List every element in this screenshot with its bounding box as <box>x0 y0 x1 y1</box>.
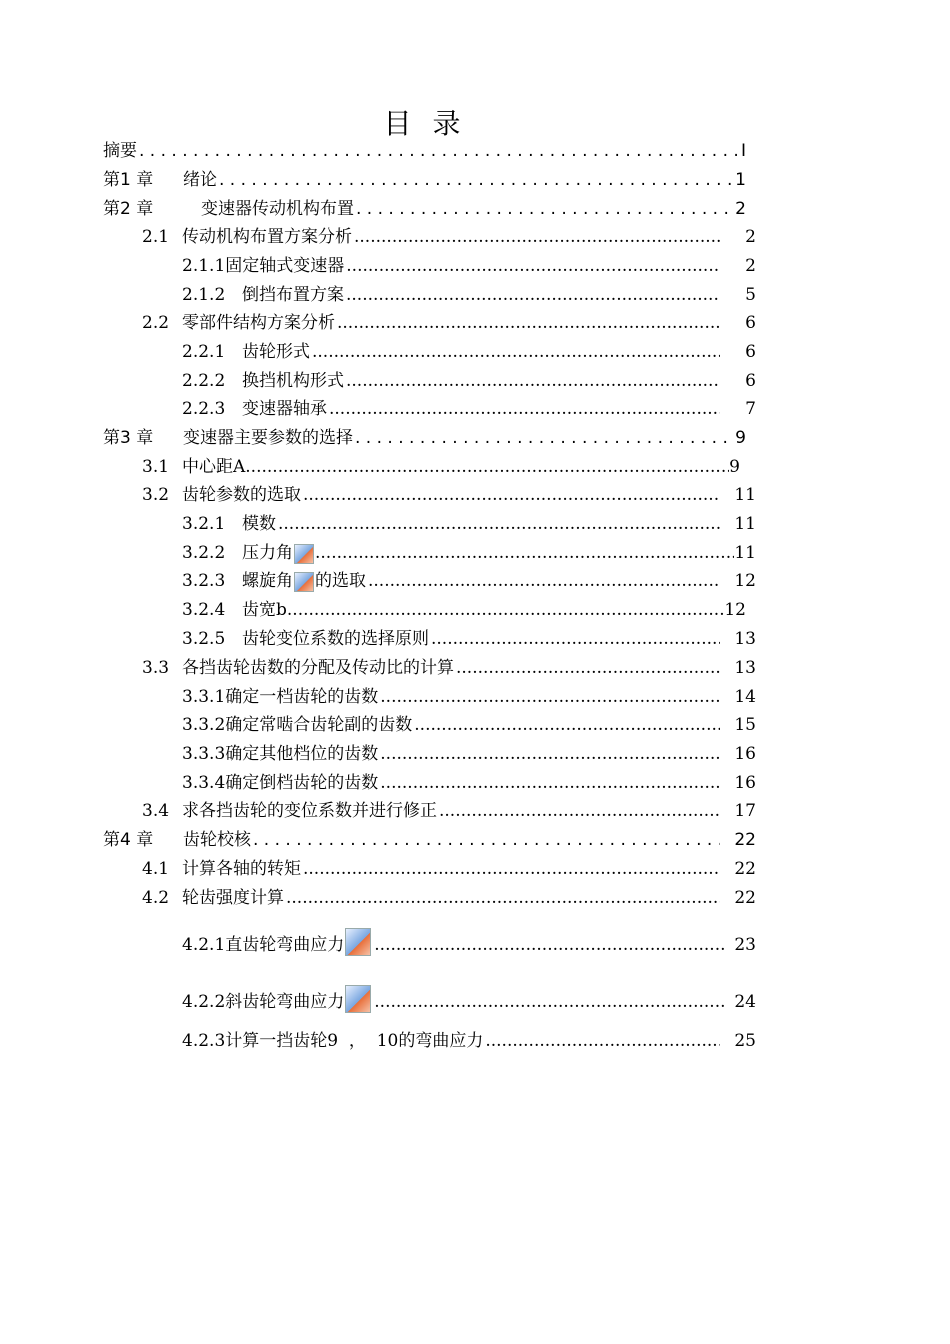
toc-entry-text: 各挡齿轮齿数的分配及传动比的计算 <box>182 658 454 678</box>
toc-page-number: 11 <box>734 543 756 563</box>
formula-image-icon <box>345 985 371 1013</box>
toc-entry-section[interactable] <box>142 456 740 478</box>
toc-entry-text: 确定常啮合齿轮副的齿数 <box>225 715 413 735</box>
toc-leader <box>303 858 720 880</box>
toc-page-number: 11 <box>734 485 756 505</box>
toc-entry-text: 模数 <box>242 514 276 534</box>
toc-leader <box>354 226 720 248</box>
toc-leader <box>346 284 720 306</box>
toc-entry-number: 2.2.1 <box>182 342 226 362</box>
toc-entry-subsection[interactable] <box>182 284 756 306</box>
toc-entry-text: 齿轮形式 <box>242 342 310 362</box>
toc-page-number: 12 <box>734 571 756 591</box>
toc-entry-number: 4.2.1 <box>182 935 226 955</box>
toc-entry-subsection[interactable] <box>182 570 756 592</box>
toc-page-number: 7 <box>745 399 756 419</box>
toc-entry-text: 齿宽b <box>242 600 287 620</box>
toc-page-number: 2 <box>745 256 756 276</box>
toc-entry-section[interactable] <box>142 800 756 822</box>
toc-leader <box>485 1030 720 1052</box>
toc-entry-text: 换挡机构形式 <box>242 371 344 391</box>
toc-entry-subsection[interactable] <box>182 398 756 420</box>
toc-entry-chapter-4[interactable] <box>103 829 756 851</box>
toc-entry-number: 3.2.3 <box>182 571 226 591</box>
toc-page-number: 2 <box>735 199 746 219</box>
toc-page-number: 12 <box>724 600 746 620</box>
toc-entry-text: 齿轮参数的选取 <box>182 485 301 505</box>
toc-page-number: 14 <box>734 687 756 707</box>
toc-entry-subsection[interactable] <box>182 1030 756 1052</box>
toc-entry-subsection[interactable] <box>182 370 756 392</box>
toc-entry-number: 3.2 <box>142 485 170 505</box>
toc-page-number: 22 <box>734 888 756 908</box>
toc-leader <box>380 743 720 765</box>
toc-entry-subsection[interactable] <box>182 255 756 277</box>
toc-page-number: 13 <box>734 629 756 649</box>
toc-entry-number: 第3 章 <box>103 428 154 448</box>
toc-entry-number: 3.2.1 <box>182 514 226 534</box>
toc-leader <box>380 686 720 708</box>
toc-entry-subsection[interactable] <box>182 513 756 535</box>
toc-leader <box>286 887 720 909</box>
toc-leader <box>414 714 720 736</box>
toc-page-number: I <box>740 141 746 161</box>
toc-page-number: 23 <box>734 935 756 955</box>
toc-entry-text: 斜齿轮弯曲应力 <box>225 992 345 1012</box>
toc-entry-text: 压力角 <box>242 543 293 563</box>
toc-entry-subsection[interactable] <box>182 686 756 708</box>
toc-page-number: 24 <box>734 992 756 1012</box>
toc-entry-text: 变速器轴承 <box>242 399 327 419</box>
toc-leader <box>356 198 733 220</box>
toc-page-number: 9 <box>735 428 746 448</box>
toc-entry-number: 4.2.3 <box>182 1031 226 1051</box>
toc-leader <box>278 513 720 535</box>
toc-entry-number: 3.2.4 <box>182 600 226 620</box>
toc-page-number: 5 <box>745 285 756 305</box>
toc-entry-text: 绪论 <box>183 170 217 190</box>
toc-entry-number: 第2 章 <box>103 199 154 219</box>
formula-image-icon <box>294 572 314 592</box>
toc-page-number: 15 <box>734 715 756 735</box>
toc-entry-text: 零部件结构方案分析 <box>182 313 335 333</box>
toc-entry-section[interactable] <box>142 858 756 880</box>
toc-page-number: 13 <box>734 658 756 678</box>
toc-entry-text: 求各挡齿轮的变位系数并进行修正 <box>182 801 437 821</box>
toc-entry-section[interactable] <box>142 312 756 334</box>
toc-entry-text: 轮齿强度计算 <box>182 888 284 908</box>
toc-entry-number: 4.2.2 <box>182 992 226 1012</box>
toc-page-number: 25 <box>734 1031 756 1051</box>
toc-entry-number: 3.2.2 <box>182 543 226 563</box>
toc-page-number: 22 <box>734 859 756 879</box>
toc-entry-number: 2.2.3 <box>182 399 226 419</box>
toc-entry-text: 齿轮校核 <box>183 830 251 850</box>
toc-entry-text: 摘要 <box>103 141 137 161</box>
toc-page-number: 16 <box>734 744 756 764</box>
toc-page-number: 11 <box>734 514 756 534</box>
toc-entry-subsection[interactable] <box>182 628 756 650</box>
toc-entry-abstract[interactable] <box>103 140 746 162</box>
toc-leader <box>312 341 720 363</box>
toc-entry-subsection[interactable] <box>182 743 756 765</box>
toc-leader <box>287 599 724 621</box>
toc-entry-subsection[interactable] <box>182 922 756 956</box>
toc-leader <box>346 370 720 392</box>
toc-entry-subsection[interactable] <box>182 772 756 794</box>
toc-entry-text: 确定其他档位的齿数 <box>225 744 379 764</box>
toc-entry-chapter-3[interactable] <box>103 427 746 449</box>
toc-entry-number: 3.3.4 <box>182 773 226 793</box>
toc-entry-text: 固定轴式变速器 <box>225 256 345 276</box>
toc-entry-subsection[interactable] <box>182 979 756 1013</box>
toc-entry-number: 2.1 <box>142 227 170 247</box>
toc-page-number: 1 <box>735 170 746 190</box>
toc-entry-number: 2.2.2 <box>182 371 226 391</box>
toc-leader <box>374 991 724 1013</box>
toc-leader <box>346 255 720 277</box>
toc-leader <box>253 829 720 851</box>
toc-leader <box>456 657 720 679</box>
toc-entry-text: 变速器主要参数的选择 <box>183 428 353 448</box>
formula-image-icon <box>345 928 371 956</box>
toc-entry-subsection[interactable] <box>182 714 756 736</box>
toc-entry-number: 3.2.5 <box>182 629 226 649</box>
toc-leader <box>439 800 720 822</box>
toc-entry-chapter-2[interactable] <box>103 198 746 220</box>
toc-entry-text: 确定倒档齿轮的齿数 <box>225 773 379 793</box>
toc-entry-number: 2.1.2 <box>182 285 226 305</box>
toc-entry-number: 2.2 <box>142 313 170 333</box>
toc-entry-number: 3.4 <box>142 801 170 821</box>
toc-page-number: 9 <box>729 457 740 477</box>
toc-page-number: 6 <box>745 371 756 391</box>
toc-entry-text: 传动机构布置方案分析 <box>182 227 352 247</box>
toc-page-number: 16 <box>734 773 756 793</box>
toc-entry-section[interactable] <box>142 484 756 506</box>
toc-entry-number: 3.3.3 <box>182 744 226 764</box>
toc-entry-number: 4.1 <box>142 859 170 879</box>
toc-entry-text: 直齿轮弯曲应力 <box>225 935 345 955</box>
toc-entry-text: 计算一挡齿轮9 ， 10的弯曲应力 <box>225 1031 484 1051</box>
toc-entry-text: 确定一档齿轮的齿数 <box>225 687 379 707</box>
toc-page-number: 17 <box>734 801 756 821</box>
toc-entry-number: 3.3.1 <box>182 687 226 707</box>
toc-leader <box>374 934 724 956</box>
toc-page-number: 2 <box>745 227 756 247</box>
toc-page-number: 6 <box>745 313 756 333</box>
toc-entry-subsection[interactable] <box>182 599 746 621</box>
toc-entry-text: 齿轮变位系数的选择原则 <box>242 629 429 649</box>
toc-leader <box>219 169 733 191</box>
toc-entry-number: 2.1.1 <box>182 256 226 276</box>
toc-leader <box>337 312 720 334</box>
toc-entry-number: 第4 章 <box>103 830 154 850</box>
toc-entry-text: 中心距A <box>182 457 246 477</box>
toc-leader <box>380 772 720 794</box>
toc-entry-number: 3.3 <box>142 658 170 678</box>
toc-entry-subsection[interactable] <box>182 542 756 564</box>
toc-entry-number: 4.2 <box>142 888 170 908</box>
toc-title: 目 录 <box>383 107 467 140</box>
toc-leader <box>329 398 720 420</box>
formula-image-icon <box>294 544 314 564</box>
toc-entry-text: 计算各轴的转矩 <box>182 859 301 879</box>
toc-page-number: 6 <box>745 342 756 362</box>
toc-entry-text: 变速器传动机构布置 <box>201 199 354 219</box>
toc-entry-chapter-1[interactable] <box>103 169 746 191</box>
toc-entry-section[interactable] <box>142 226 756 248</box>
toc-leader <box>431 628 720 650</box>
toc-leader <box>139 140 739 162</box>
toc-entry-section[interactable] <box>142 887 756 909</box>
toc-leader <box>315 542 734 564</box>
toc-entry-text: 倒挡布置方案 <box>242 285 344 305</box>
toc-page-number: 22 <box>734 830 756 850</box>
toc-leader <box>303 484 720 506</box>
toc-entry-number: 第1 章 <box>103 170 154 190</box>
toc-entry-text: 螺旋角 <box>242 571 293 591</box>
toc-entry-text-suffix: 的选取 <box>315 571 366 591</box>
toc-entry-number: 3.1 <box>142 457 170 477</box>
toc-leader <box>368 570 720 592</box>
toc-entry-number: 3.3.2 <box>182 715 226 735</box>
toc-leader <box>355 427 733 449</box>
toc-leader <box>245 456 729 478</box>
toc-entry-section[interactable] <box>142 657 756 679</box>
toc-entry-subsection[interactable] <box>182 341 756 363</box>
